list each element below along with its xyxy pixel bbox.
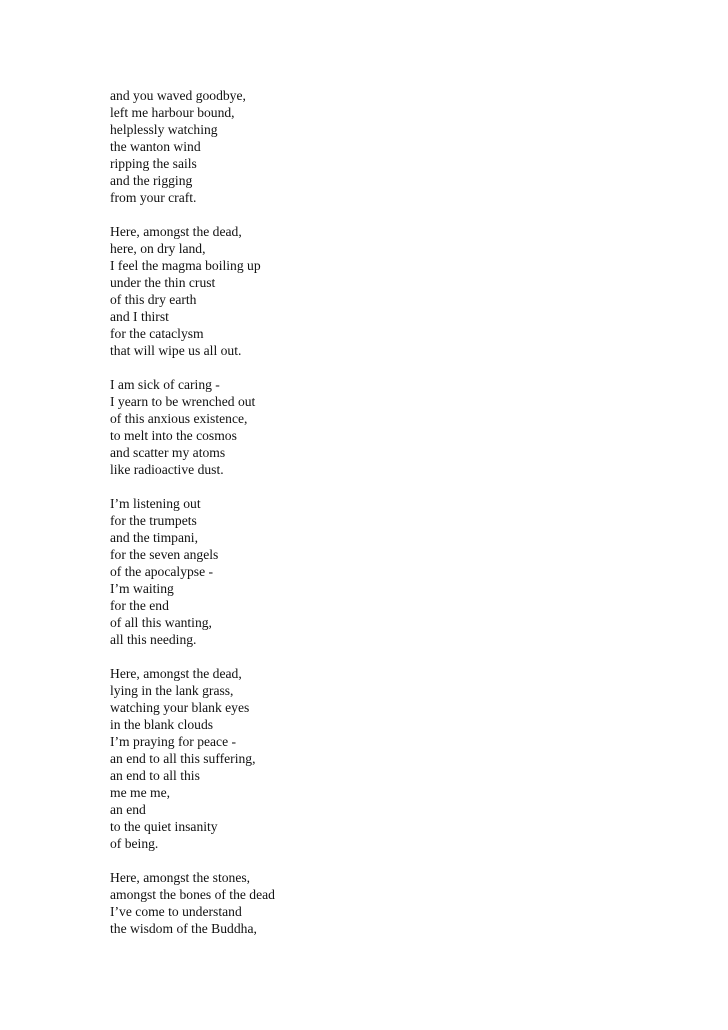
poem-line: of all this wanting,	[110, 615, 212, 630]
poem-line: Here, amongst the dead,	[110, 224, 242, 239]
poem-stanza	[110, 869, 275, 937]
poem-stanza	[110, 495, 275, 648]
poem-line: the wisdom of the Buddha,	[110, 921, 257, 936]
poem-line: for the seven angels	[110, 547, 219, 562]
poem-line: amongst the bones of the dead	[110, 887, 275, 902]
poem-line: left me harbour bound,	[110, 105, 235, 120]
poem-line: and the timpani,	[110, 530, 198, 545]
poem-stanza	[110, 376, 275, 478]
poem-line: of this dry earth	[110, 292, 197, 307]
poem-stanza	[110, 223, 275, 359]
poem-line: and scatter my atoms	[110, 445, 226, 460]
poem-line: an end	[110, 802, 146, 817]
poem-line: I’m praying for peace -	[110, 734, 237, 749]
poem-line: the wanton wind	[110, 139, 201, 154]
poem-line: like radioactive dust.	[110, 462, 224, 477]
poem-line: and the rigging	[110, 173, 193, 188]
poem-stanza	[110, 665, 275, 852]
poem-line: me me me,	[110, 785, 171, 800]
poem-text	[110, 87, 275, 937]
poem-line: for the end	[110, 598, 169, 613]
poem-line: all this needing.	[110, 632, 197, 647]
poem-line: and I thirst	[110, 309, 169, 324]
poem-line: and you waved goodbye,	[110, 88, 246, 103]
poem-line: that will wipe us all out.	[110, 343, 242, 358]
poem-line: for the cataclysm	[110, 326, 204, 341]
poem-line: to melt into the cosmos	[110, 428, 237, 443]
poem-line: ripping the sails	[110, 156, 197, 171]
poem-line: an end to all this	[110, 768, 200, 783]
poem-line: of the apocalypse -	[110, 564, 214, 579]
poem-line: I’m waiting	[110, 581, 174, 596]
poem-line: Here, amongst the dead,	[110, 666, 242, 681]
poem-line: here, on dry land,	[110, 241, 206, 256]
poem-line: watching your blank eyes	[110, 700, 250, 715]
poem-line: from your craft.	[110, 190, 197, 205]
poem-line: lying in the lank grass,	[110, 683, 234, 698]
poem-line: to the quiet insanity	[110, 819, 218, 834]
poem-line: Here, amongst the stones,	[110, 870, 251, 885]
poem-line: I feel the magma boiling up	[110, 258, 261, 273]
poem-line: an end to all this suffering,	[110, 751, 256, 766]
poem-line: helplessly watching	[110, 122, 218, 137]
poem-line: of being.	[110, 836, 159, 851]
poem-line: for the trumpets	[110, 513, 197, 528]
poem-line: I’ve come to understand	[110, 904, 242, 919]
poem-stanza	[110, 87, 275, 206]
poem-line: I am sick of caring -	[110, 377, 220, 392]
poem-line: in the blank clouds	[110, 717, 214, 732]
poem-line: I yearn to be wrenched out	[110, 394, 256, 409]
poem-line: I’m listening out	[110, 496, 201, 511]
poem-line: under the thin crust	[110, 275, 216, 290]
poem-line: of this anxious existence,	[110, 411, 248, 426]
